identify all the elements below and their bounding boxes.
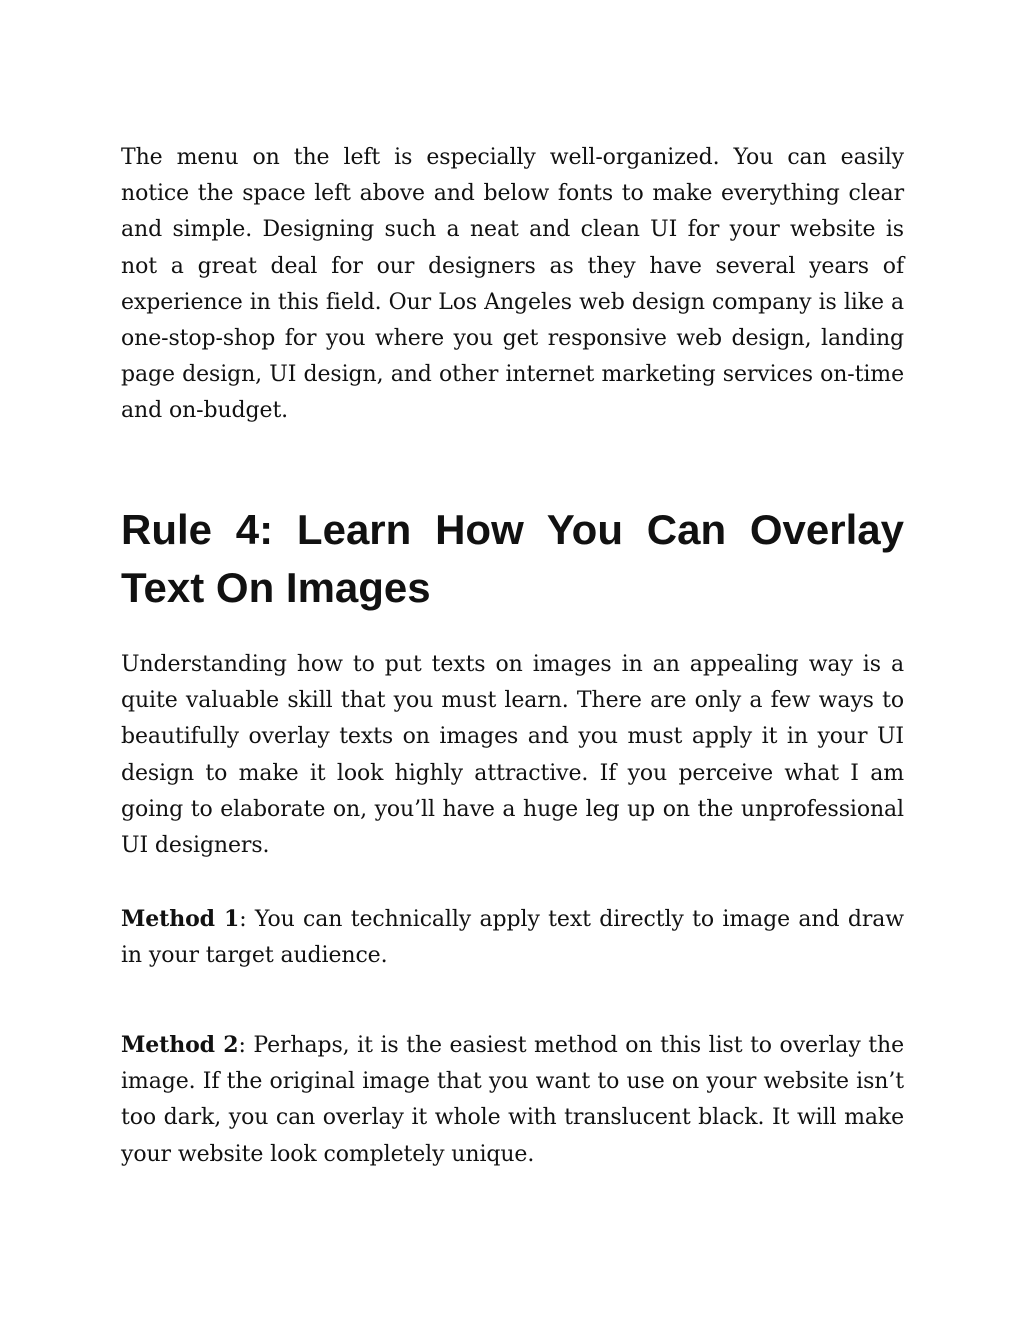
section-paragraph: Understanding how to put texts on images in an appealing way is a quite valuable skill that you must learn. There are only a few ways to beautifully overlay texts on images and you must apply it in your UI design to make it look highly attractive. If you perceive what I am going to elaborate on, you’ll have a huge leg up on the unprofessional UI designers.: [121, 652, 904, 859]
method-2-text: : Perhaps, it is the easiest method on this list to overlay the image. If the original image that you want to use on your website isn’t too dark, you can overlay it whole with translucent black. It will make your website look completely unique.: [121, 1033, 904, 1167]
method-2-label: Method 2: [121, 1032, 239, 1058]
section-heading: Rule 4: Learn How You Can Overlay Text On Images: [121, 506, 904, 611]
method-2-paragraph: [121, 1027, 904, 1173]
method-1-paragraph: [121, 901, 904, 974]
method-1-text: : You can technically apply text directly to image and draw in your target audience.: [121, 907, 905, 969]
intro-paragraph: The menu on the left is especially well-organized. You can easily notice the space left above and below fonts to make everything clear and simple. Designing such a neat and clean UI for your website is not a great deal for our designers as they have several years of experience in this field. Our Los Angeles web design company is like a one-stop-shop for you where you get responsive web design, landing page design, UI design, and other internet marketing services on-time and on-budget.: [121, 145, 904, 424]
method-1-label: Method 1: [121, 906, 240, 932]
document-page: [121, 140, 905, 1167]
